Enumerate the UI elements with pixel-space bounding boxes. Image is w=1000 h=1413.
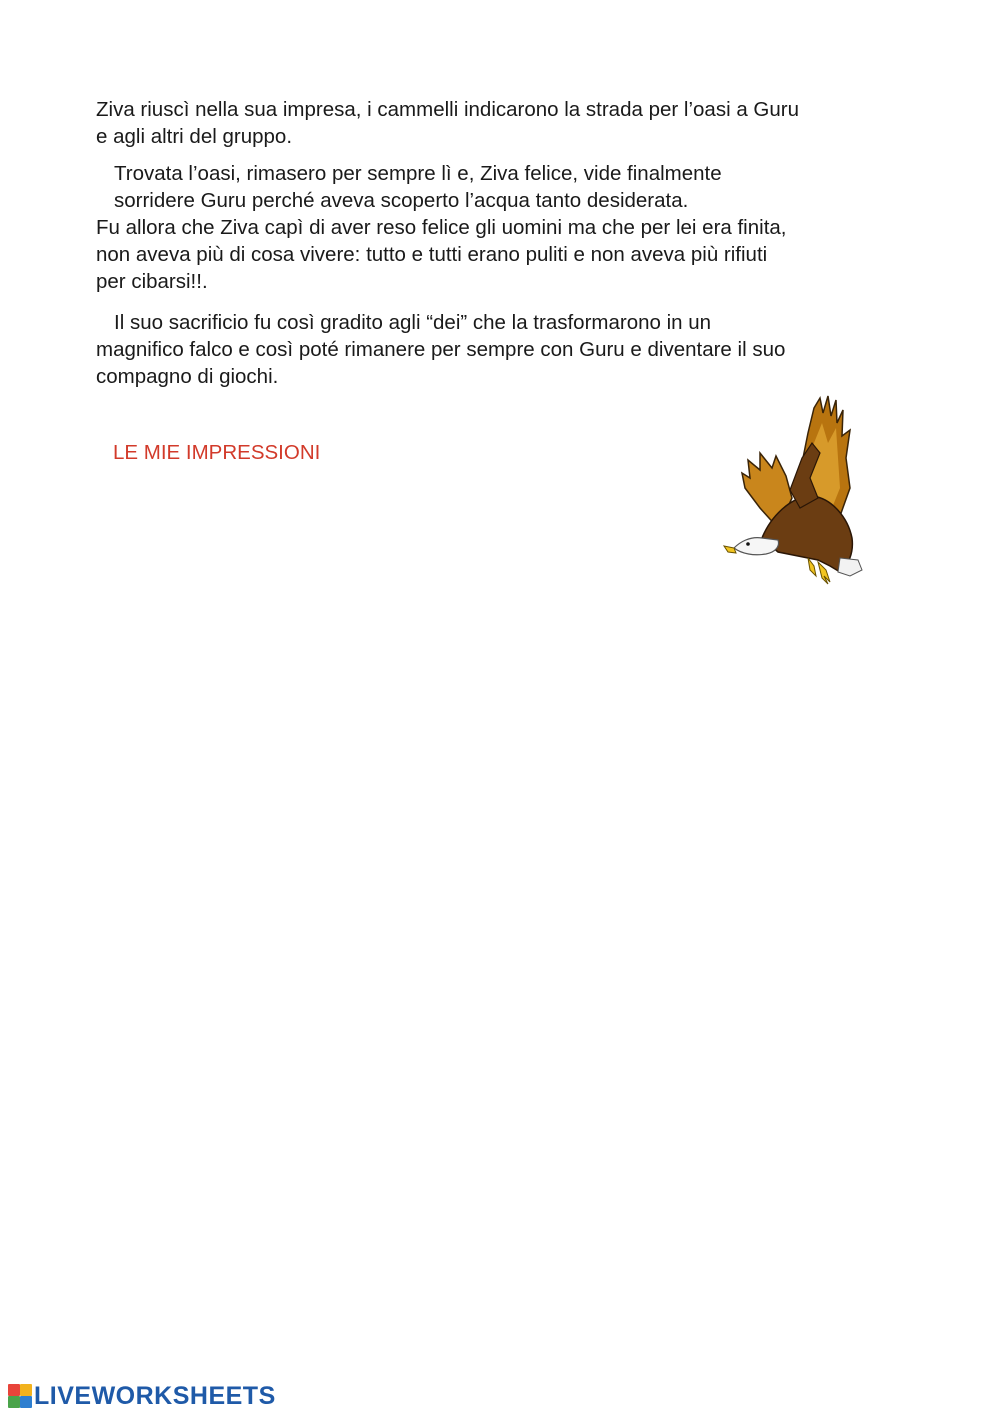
story-line: compagno di giochi. — [96, 365, 279, 388]
story-paragraph-3 — [96, 309, 916, 390]
impressions-heading: LE MIE IMPRESSIONI — [113, 441, 321, 464]
story-line: per cibarsi!!. — [96, 270, 208, 293]
story-line: magnifico falco e così poté rimanere per sempre con Guru e diventare il suo — [96, 338, 786, 361]
story-line: non aveva più di cosa vivere: tutto e tutti erano puliti e non aveva più rifiuti — [96, 243, 768, 266]
story-line: Il suo sacrificio fu così gradito agli “dei” che la trasformarono in un — [114, 311, 712, 334]
story-line: sorridere Guru perché aveva scoperto l’acqua tanto desiderata. — [114, 189, 689, 212]
story-paragraph-2 — [96, 160, 916, 295]
story-paragraph-1 — [96, 96, 916, 150]
story-line: Trovata l’oasi, rimasero per sempre lì e, Ziva felice, vide finalmente — [114, 162, 722, 185]
liveworksheets-logo — [8, 1381, 276, 1411]
story-line: e agli altri del gruppo. — [96, 125, 293, 148]
liveworksheets-blocks-icon — [8, 1384, 32, 1408]
story-line: Fu allora che Ziva capì di aver reso felice gli uomini ma che per lei era finita, — [96, 216, 787, 239]
liveworksheets-brand: LIVEWORKSHEETS — [34, 1381, 276, 1410]
story-line: Ziva riuscì nella sua impresa, i cammelli indicarono la strada per l’oasi a Guru — [96, 98, 799, 121]
flying-eagle-icon — [690, 388, 910, 598]
